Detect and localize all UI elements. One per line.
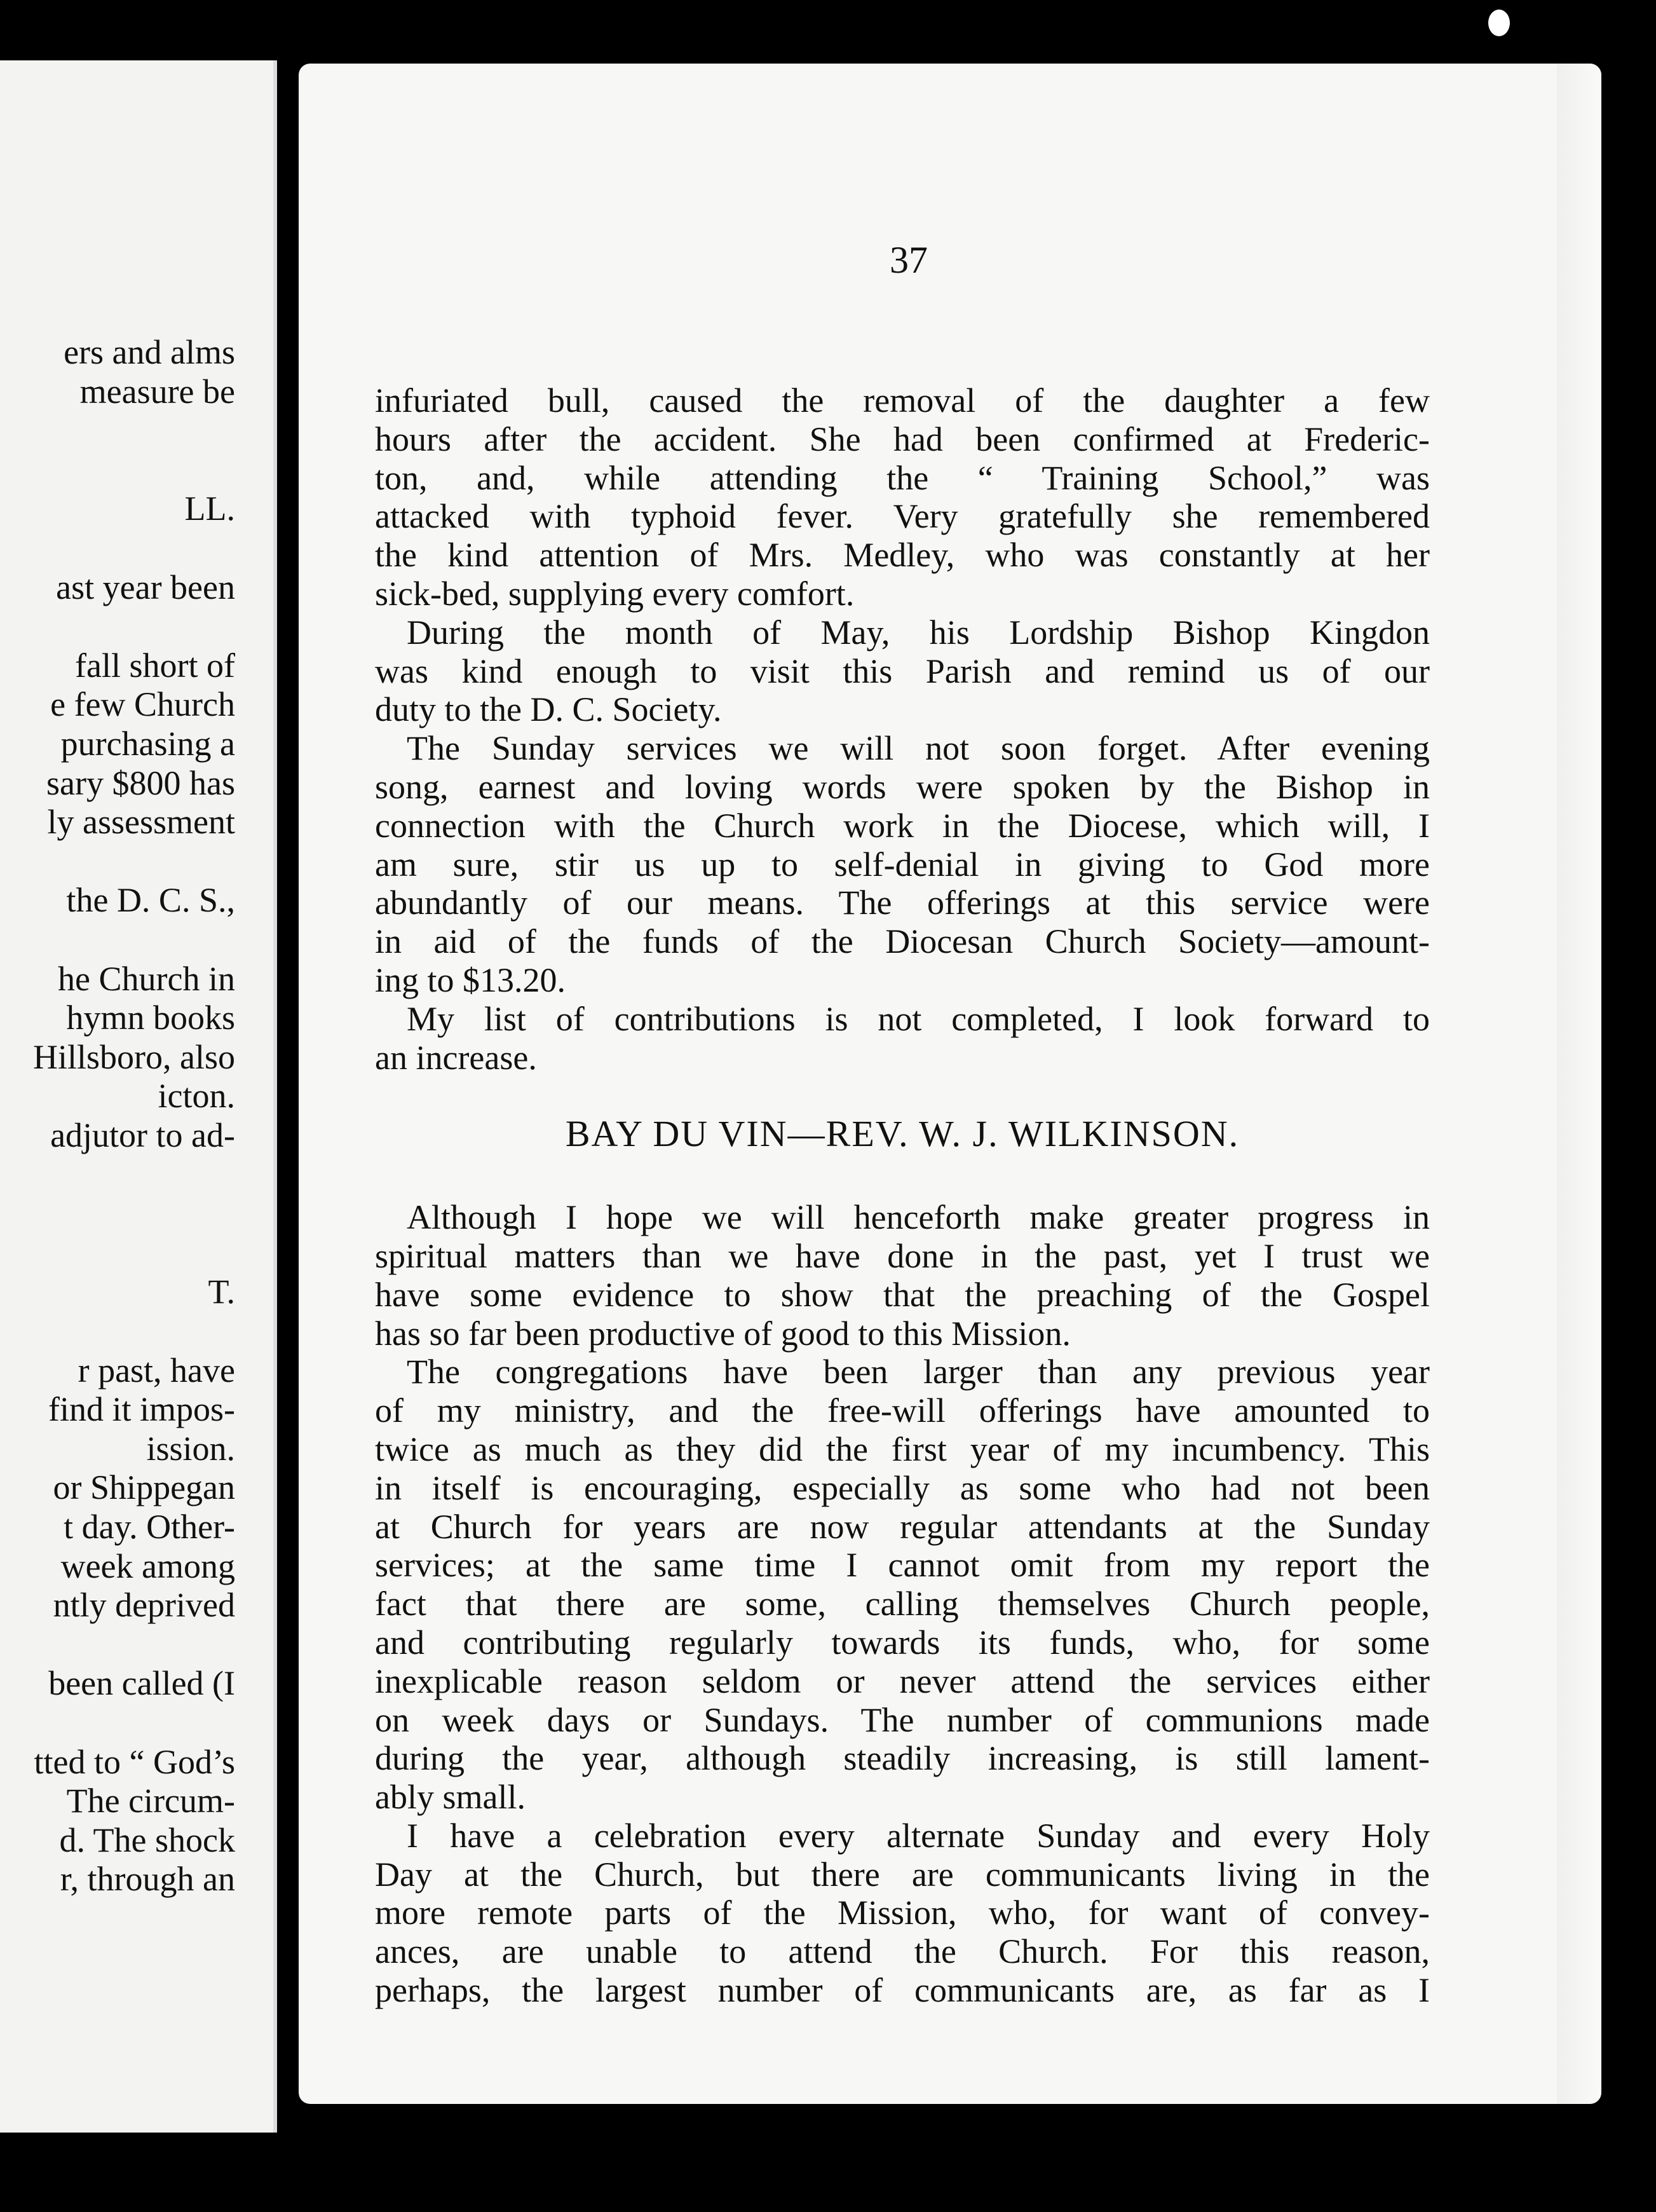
left-page-fragment: d. The shock — [59, 1820, 235, 1859]
text-line: in aid of the funds of the Diocesan Church Society—amount- — [375, 922, 1430, 961]
left-page-fragment: ast year been — [56, 568, 235, 606]
left-page-fragment: Hillsboro, also — [33, 1037, 235, 1076]
paragraph-6 — [375, 1353, 1430, 1817]
text-line: duty to the D. C. Society. — [375, 690, 722, 729]
text-line: ing to $13.20. — [375, 960, 566, 999]
text-line: ably small. — [375, 1778, 526, 1817]
text-line: sick-bed, supplying every comfort. — [375, 574, 855, 613]
text-line: My list of contributions is not completed, I look forward to — [407, 999, 1430, 1038]
left-page-fragment: he Church in — [58, 959, 235, 998]
text-line: The Sunday services we will not soon forget. After evening — [407, 729, 1430, 768]
left-page-fragment: icton. — [158, 1077, 235, 1116]
text-line: and contributing regularly towards its funds, who, for some — [375, 1623, 1430, 1662]
left-page-fragment: The circum- — [66, 1782, 235, 1820]
left-page-fragment: T. — [208, 1273, 235, 1311]
text-line: have some evidence to show that the preaching of the Gospel — [375, 1275, 1430, 1314]
text-line: song, earnest and loving words were spoken by the Bishop in — [375, 767, 1430, 806]
paragraph-3 — [375, 729, 1430, 1000]
left-page-fragment: measure be — [79, 372, 235, 411]
text-line: Although I hope we will henceforth make greater progress in — [407, 1198, 1430, 1237]
left-page-fragment: or Shippegan — [53, 1468, 235, 1507]
text-line: ton, and, while attending the “ Training School,” was — [375, 458, 1430, 497]
text-line: the kind attention of Mrs. Medley, who was constantly at her — [375, 536, 1430, 575]
text-line: an increase. — [375, 1038, 537, 1077]
text-line: has so far been productive of good to this Mission. — [375, 1314, 1071, 1353]
text-line: am sure, stir us up to self-denial in giving to God more — [375, 845, 1430, 884]
text-line: During the month of May, his Lordship Bishop Kingdon — [407, 613, 1430, 652]
text-line: hours after the accident. She had been confirmed at Frederic- — [375, 420, 1430, 458]
text-line: twice as much as they did the first year of my incumbency. This — [375, 1430, 1430, 1468]
left-page-fragment: ers and alms — [64, 333, 235, 371]
left-page-fragment: fall short of — [75, 646, 235, 685]
text-line: infuriated bull, caused the removal of the daughter a few — [375, 381, 1430, 420]
left-page-fragment: ntly deprived — [53, 1586, 235, 1625]
left-page-fragment: r, through an — [60, 1860, 235, 1899]
text-line: perhaps, the largest number of communicants are, as far as I — [375, 1971, 1430, 2010]
paragraph-4 — [375, 1000, 1430, 1077]
text-line: more remote parts of the Mission, who, for want of convey- — [375, 1894, 1430, 1932]
text-line: Day at the Church, but there are communicants living in the — [375, 1855, 1430, 1894]
text-line: at Church for years are now regular attendants at the Sunday — [375, 1507, 1430, 1546]
main-page — [299, 64, 1601, 2104]
page-number: 37 — [890, 239, 928, 281]
text-line: inexplicable reason seldom or never attend the services either — [375, 1662, 1430, 1700]
text-line: was kind enough to visit this Parish and remind us of our — [375, 652, 1430, 690]
left-page-fragment: tted to “ God’s — [34, 1742, 235, 1781]
left-page-fragment: LL. — [184, 489, 235, 528]
paragraph-1 — [375, 381, 1430, 613]
text-line: during the year, although steadily increasing, is still lament- — [375, 1739, 1430, 1778]
scan-spot — [1488, 10, 1510, 36]
paragraph-7 — [375, 1817, 1430, 2010]
left-page-fragment: purchasing a — [60, 725, 235, 763]
left-facing-page — [0, 60, 277, 2133]
text-line: fact that there are some, calling themselves Church people, — [375, 1585, 1430, 1623]
text-line: on week days or Sundays. The number of communions made — [375, 1700, 1430, 1739]
left-page-fragment: hymn books — [66, 999, 235, 1037]
text-line: connection with the Church work in the Diocese, which will, I — [375, 806, 1430, 845]
left-page-fragment: ission. — [146, 1429, 235, 1468]
section-heading: BAY DU VIN—REV. W. J. WILKINSON. — [565, 1113, 1240, 1155]
left-page-fragment: t day. Other- — [64, 1508, 235, 1546]
left-page-fragment: find it impos- — [48, 1390, 235, 1429]
text-line: The congregations have been larger than any previous year — [407, 1353, 1430, 1391]
text-line: I have a celebration every alternate Sunday and every Holy — [407, 1816, 1430, 1855]
left-page-fragment: sary $800 has — [46, 763, 235, 802]
left-page-fragment: e few Church — [50, 685, 235, 724]
paragraph-5 — [375, 1198, 1430, 1353]
left-page-fragment: adjutor to ad- — [50, 1116, 235, 1154]
text-line: of my ministry, and the free-will offerings have amounted to — [375, 1391, 1430, 1430]
body-text — [375, 381, 1430, 2010]
left-page-fragment: been called (I — [48, 1664, 235, 1703]
left-page-fragment: week among — [60, 1546, 235, 1585]
text-line: ances, are unable to attend the Church. For this reason, — [375, 1932, 1430, 1971]
text-line: abundantly of our means. The offerings at this service were — [375, 884, 1430, 922]
text-line: in itself is encouraging, especially as some who had not been — [375, 1468, 1430, 1507]
paragraph-2 — [375, 613, 1430, 729]
text-line: services; at the same time I cannot omit from my report the — [375, 1546, 1430, 1585]
text-line: spiritual matters than we have done in the past, yet I trust we — [375, 1236, 1430, 1275]
page-edge — [1557, 64, 1601, 2104]
left-page-fragment: the D. C. S., — [66, 881, 235, 920]
left-page-fragment: ly assessment — [47, 803, 235, 842]
left-page-fragment: r past, have — [78, 1351, 235, 1389]
text-line: attacked with typhoid fever. Very gratefully she remembered — [375, 497, 1430, 536]
